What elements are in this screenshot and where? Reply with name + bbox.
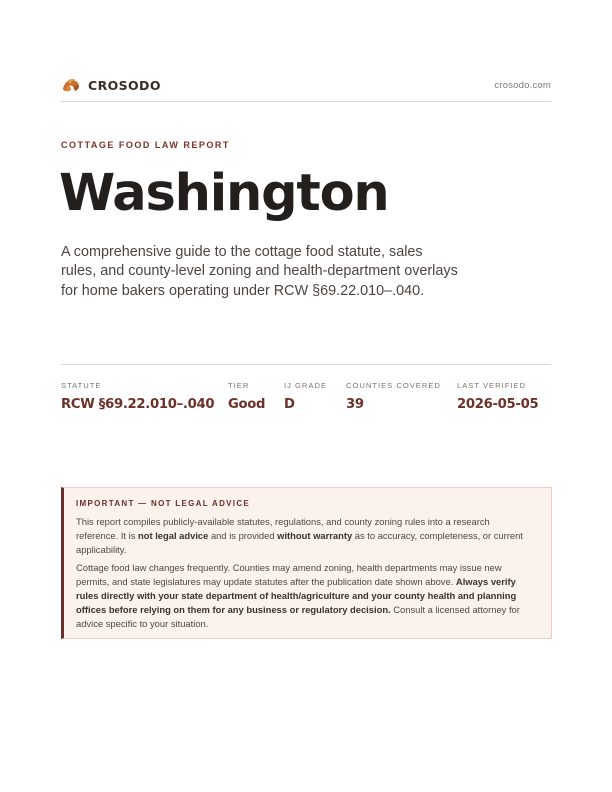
stat-label: IJ GRADE <box>284 381 328 390</box>
stat-last-verified <box>457 381 538 412</box>
stat-tier <box>228 381 265 412</box>
stat-value: D <box>284 397 295 412</box>
brand[interactable] <box>61 76 161 94</box>
report-eyebrow: COTTAGE FOOD LAW REPORT <box>61 140 230 150</box>
notice-text: and is provided <box>208 530 278 541</box>
page-header <box>61 76 551 102</box>
page-title: Washington <box>59 164 389 223</box>
stat-label: COUNTIES COVERED <box>346 381 441 390</box>
notice-text: as to accuracy, completeness, or current applicability. <box>76 530 523 555</box>
notice-emphasis: not legal advice <box>138 530 209 541</box>
croissant-icon <box>61 76 81 94</box>
stat-value: 2026-05-05 <box>457 397 539 412</box>
notice-text: This report compiles publicly-available statutes, regulations, and county zoning rules into a research reference. It is <box>76 516 490 541</box>
stat-label: TIER <box>228 381 250 390</box>
legal-notice <box>61 487 552 639</box>
stat-label: STATUTE <box>61 381 102 390</box>
notice-title: IMPORTANT — NOT LEGAL ADVICE <box>76 499 251 508</box>
site-url[interactable]: crosodo.com <box>494 80 551 91</box>
stat-ij-grade <box>284 381 327 412</box>
stat-label: LAST VERIFIED <box>457 381 526 390</box>
stat-statute <box>61 381 214 412</box>
notice-emphasis: Always verify rules directly with your state department of health/agriculture and your county health and planning offices before relying on them for any business or regulatory decision. <box>76 576 517 615</box>
stat-counties-covered <box>346 381 441 412</box>
notice-paragraph <box>76 515 528 557</box>
report-lede: A comprehensive guide to the cottage food statute, sales rules, and county-level zoning and health-department overlays for home bakers operating under RCW §69.22.010–.040. <box>61 244 458 299</box>
stats-row <box>61 364 551 425</box>
brand-name: CROSODO <box>88 77 161 93</box>
notice-paragraph <box>76 561 528 631</box>
stat-value: 39 <box>346 397 364 412</box>
notice-emphasis: without warranty <box>277 530 353 541</box>
stat-value: Good <box>228 397 266 412</box>
notice-text: Cottage food law changes frequently. Counties may amend zoning, health departments may issue new permits, and state legislatures may update statutes after the publication date shown above. <box>76 562 502 587</box>
stat-value: RCW §69.22.010–.040 <box>61 397 215 412</box>
notice-text: Consult a licensed attorney for advice specific to your situation. <box>76 604 520 629</box>
